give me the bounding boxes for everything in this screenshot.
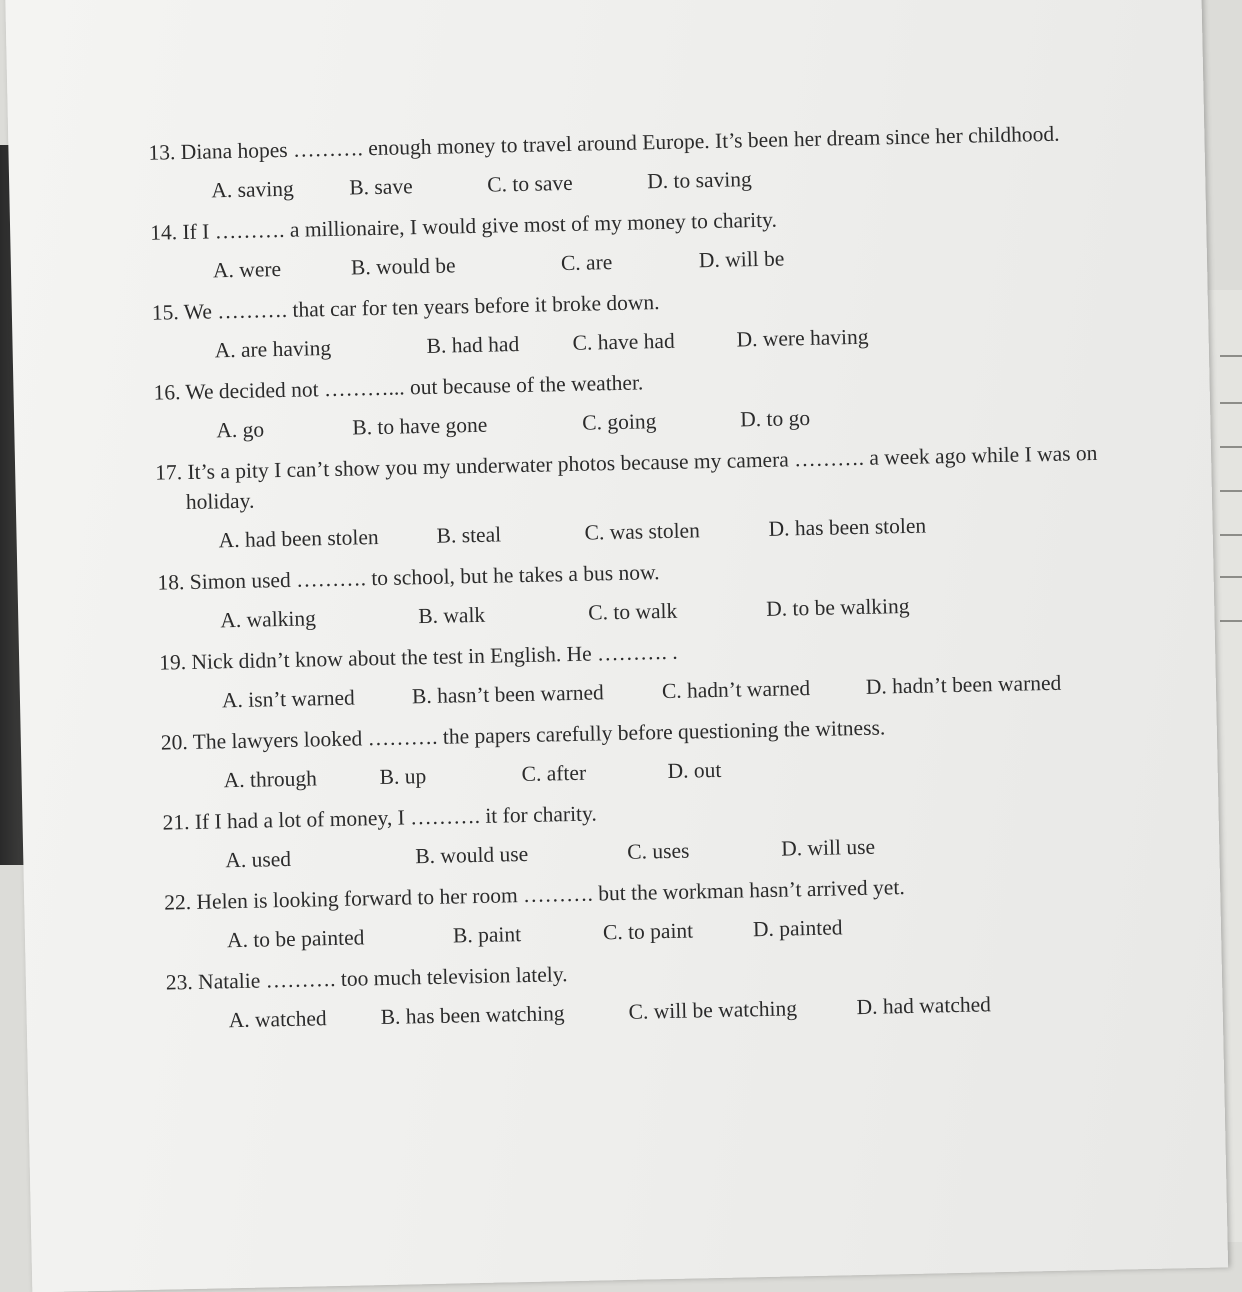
answer-option: B. up (379, 764, 427, 790)
answer-option: D. to go (739, 405, 811, 432)
question-item (161, 708, 1122, 797)
answer-option: D. will use (780, 834, 876, 861)
question-stem: 14. If I ………. a millionaire, I would give most of my money to charity. (149, 207, 778, 245)
answer-option: B. has been watching (380, 1001, 565, 1030)
answer-option: D. painted (752, 915, 843, 942)
question-item (148, 118, 1109, 207)
answer-option: C. uses (627, 838, 690, 864)
question-stem: 19. Nick didn’t know about the test in English. He ………. . (158, 639, 678, 675)
answer-option: C. after (521, 760, 587, 787)
answer-option: C. hadn’t warned (661, 675, 811, 704)
answer-option: D. to saving (646, 167, 752, 194)
worksheet-page (5, 0, 1228, 1292)
answer-option: C. was stolen (584, 518, 701, 545)
answer-option: D. will be (698, 246, 785, 273)
answer-option: B. hasn’t been warned (411, 680, 605, 709)
question-stem: 21. If I had a lot of money, I ………. it for charity. (162, 801, 597, 835)
answer-option: C. will be watching (628, 996, 798, 1024)
question-item (153, 358, 1114, 447)
answer-option: C. going (582, 409, 657, 435)
edge-mark (1220, 355, 1242, 357)
edge-mark (1220, 446, 1242, 448)
answer-option: B. to have gone (352, 412, 488, 440)
answer-option: D. had watched (856, 992, 992, 1020)
question-item (162, 787, 1123, 876)
answer-option: A. isn’t warned (221, 685, 356, 713)
question-item (150, 198, 1111, 287)
answer-option: C. to walk (588, 598, 678, 625)
answer-option: D. has been stolen (768, 513, 927, 541)
question-item (166, 947, 1127, 1036)
answer-option: C. are (560, 250, 613, 276)
answer-option: A. through (223, 766, 318, 793)
question-item (159, 628, 1120, 717)
answer-option: A. to be painted (226, 925, 365, 953)
question-stem: 17. It’s a pity I can’t show you my underwater photos because my camera ………. a week ago while I was on holiday. (154, 440, 1098, 515)
answer-option: A. used (225, 846, 292, 873)
edge-mark (1220, 490, 1242, 492)
question-stem: 15. We ………. that car for ten years before it broke down. (151, 290, 660, 325)
question-stem: 18. Simon used ………. to school, but he takes a bus now. (157, 560, 660, 595)
question-item (155, 438, 1117, 557)
edge-mark (1220, 576, 1242, 578)
question-item (152, 278, 1113, 367)
answer-option: B. walk (418, 602, 486, 629)
question-stem: 13. Diana hopes ………. enough money to travel around Europe. It’s been her dream since her childhood. (148, 121, 1060, 165)
answer-option: A. saving (211, 176, 294, 203)
answer-option: B. would use (415, 841, 529, 869)
edge-mark (1220, 620, 1242, 622)
answer-option: A. watched (228, 1006, 327, 1033)
answer-option: B. save (349, 174, 413, 200)
answer-option: A. were (212, 256, 282, 283)
question-item (164, 867, 1125, 956)
answer-option: D. out (667, 757, 722, 783)
answer-option: A. are having (214, 335, 332, 363)
answer-option: D. were having (736, 324, 869, 352)
answer-option: A. go (216, 417, 265, 443)
answer-option: C. have had (572, 328, 675, 355)
answer-option: B. paint (452, 922, 522, 948)
question-stem: 23. Natalie ………. too much television lately. (165, 962, 568, 995)
question-item (157, 548, 1118, 637)
edge-mark (1220, 402, 1242, 404)
question-stem: 16. We decided not ………... out because of the weather. (153, 370, 644, 405)
answer-option: B. would be (350, 253, 456, 280)
edge-mark (1220, 534, 1242, 536)
question-list (148, 118, 1127, 1048)
answer-option: C. to save (487, 170, 573, 197)
question-stem: 22. Helen is looking forward to her room ………. but the workman hasn’t arrived yet. (163, 875, 905, 915)
answer-option: A. walking (220, 606, 317, 633)
answer-option: B. steal (436, 522, 502, 548)
answer-option: A. had been stolen (218, 525, 379, 553)
answer-option: D. to be walking (765, 593, 910, 621)
answer-option: B. had had (426, 332, 520, 358)
answer-option: C. to paint (602, 918, 694, 945)
answer-option: D. hadn’t been warned (865, 670, 1062, 699)
question-stem: 20. The lawyers looked ………. the papers carefully before questioning the witness. (160, 715, 886, 755)
